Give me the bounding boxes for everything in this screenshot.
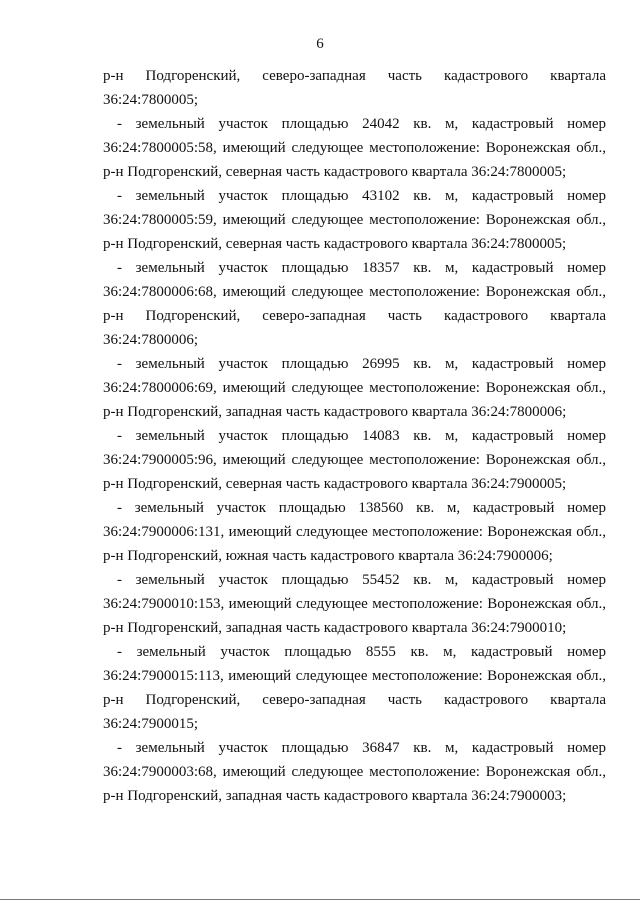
text-line: 36:24:7800006;: [103, 332, 199, 348]
text-line: р-н Подгоренский, западная часть кадастрового квартала 36:24:7900003;: [103, 788, 567, 804]
text-line: 36:24:7800006:68, имеющий следующее местоположение: Воронежская обл.,: [103, 284, 606, 300]
text-line: р-н Подгоренский, северо-западная часть кадастрового квартала: [103, 308, 606, 324]
text-line: 36:24:7900005:96, имеющий следующее местоположение: Воронежская обл.,: [103, 452, 606, 468]
text-line: 36:24:7900010:153, имеющий следующее местоположение: Воронежская обл.,: [103, 596, 606, 612]
text-line: 36:24:7900006:131, имеющий следующее местоположение: Воронежская обл.,: [103, 524, 606, 540]
paragraph-first-line: - земельный участок площадью 36847 кв. м, кадастровый номер: [117, 740, 606, 756]
text-line: р-н Подгоренский, северная часть кадастрового квартала 36:24:7800005;: [103, 236, 567, 252]
text-line: р-н Подгоренский, западная часть кадастрового квартала 36:24:7800006;: [103, 404, 567, 420]
paragraph-first-line: - земельный участок площадью 138560 кв. м, кадастровый номер: [117, 500, 606, 516]
paragraph-first-line: - земельный участок площадью 14083 кв. м, кадастровый номер: [117, 428, 606, 444]
text-line: р-н Подгоренский, северная часть кадастрового квартала 36:24:7800005;: [103, 164, 567, 180]
text-line: 36:24:7900015;: [103, 716, 199, 732]
text-line: р-н Подгоренский, западная часть кадастрового квартала 36:24:7900010;: [103, 620, 567, 636]
paragraph-first-line: - земельный участок площадью 24042 кв. м, кадастровый номер: [117, 116, 606, 132]
text-line: р-н Подгоренский, северо-западная часть кадастрового квартала: [103, 68, 606, 84]
paragraph-first-line: - земельный участок площадью 8555 кв. м, кадастровый номер: [117, 644, 606, 660]
document-body: [103, 64, 606, 808]
paragraph-first-line: - земельный участок площадью 26995 кв. м, кадастровый номер: [117, 356, 606, 372]
text-line: р-н Подгоренский, северная часть кадастрового квартала 36:24:7900005;: [103, 476, 567, 492]
paragraph-first-line: - земельный участок площадью 55452 кв. м, кадастровый номер: [117, 572, 606, 588]
text-line: 36:24:7800005:59, имеющий следующее местоположение: Воронежская обл.,: [103, 212, 606, 228]
text-line: р-н Подгоренский, северо-западная часть кадастрового квартала: [103, 692, 606, 708]
text-line: 36:24:7900015:113, имеющий следующее местоположение: Воронежская обл.,: [103, 668, 606, 684]
page-number: 6: [316, 36, 324, 52]
bottom-edge-rule: [0, 899, 640, 900]
text-line: 36:24:7800005:58, имеющий следующее местоположение: Воронежская обл.,: [103, 140, 606, 156]
paragraph-first-line: - земельный участок площадью 43102 кв. м, кадастровый номер: [117, 188, 606, 204]
paragraph-first-line: - земельный участок площадью 18357 кв. м, кадастровый номер: [117, 260, 606, 276]
text-line: 36:24:7800005;: [103, 92, 199, 108]
text-line: 36:24:7900003:68, имеющий следующее местоположение: Воронежская обл.,: [103, 764, 606, 780]
text-line: р-н Подгоренский, южная часть кадастрового квартала 36:24:7900006;: [103, 548, 553, 564]
text-line: 36:24:7800006:69, имеющий следующее местоположение: Воронежская обл.,: [103, 380, 606, 396]
